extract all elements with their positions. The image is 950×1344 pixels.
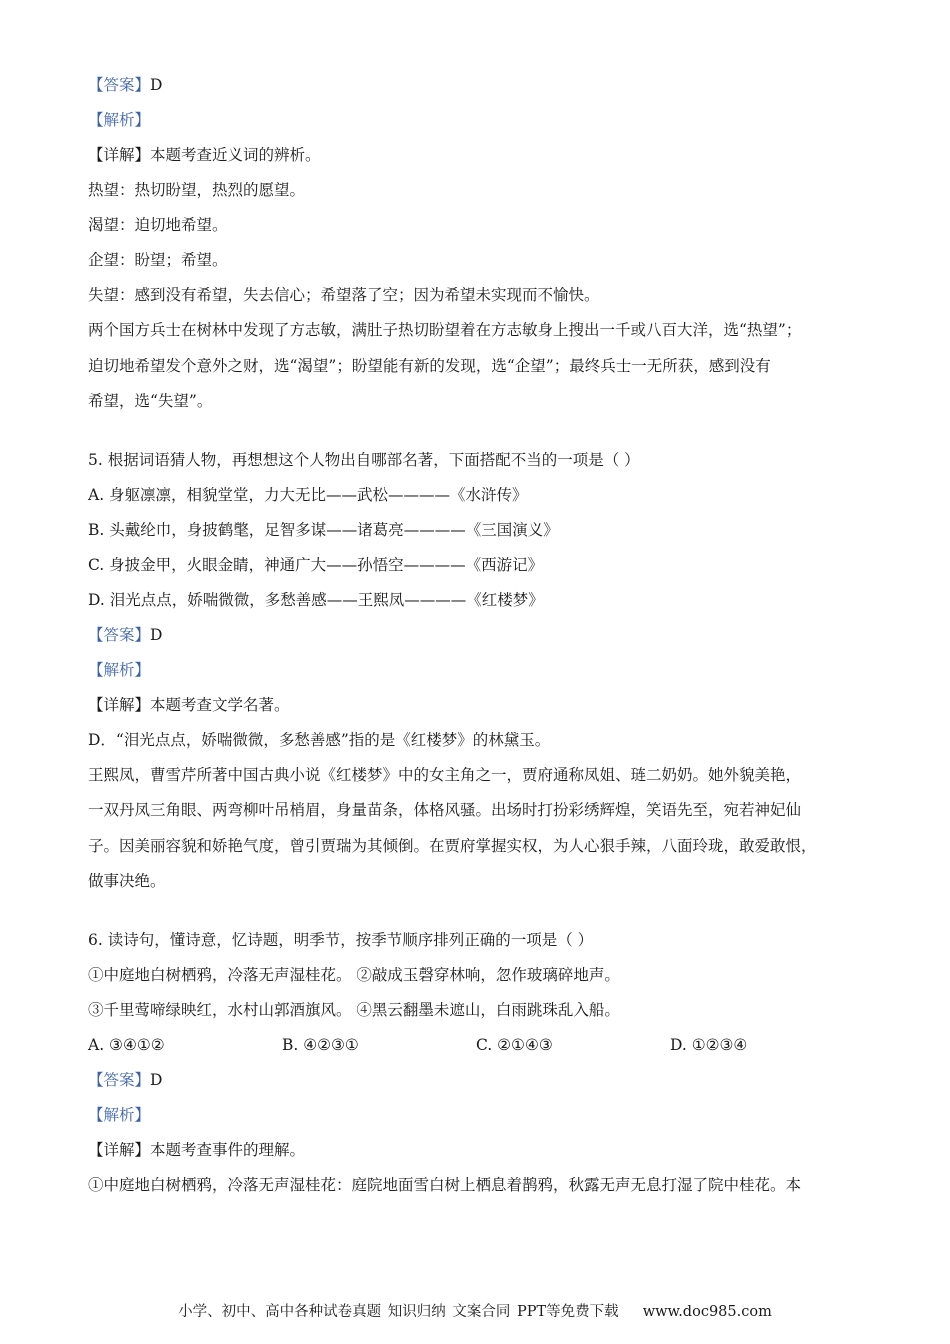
answer-tag: 【答案】 bbox=[88, 76, 151, 94]
answer-value: D bbox=[150, 1070, 163, 1089]
analysis-tag: 【解析】 bbox=[88, 660, 151, 679]
explanation-line: 王熙凤，曹雪芹所著中国古典小说《红楼梦》中的女主角之一，贾府通称凤姐、琏二奶奶。她外貌美艳， bbox=[88, 765, 802, 784]
section-gap bbox=[88, 900, 878, 923]
footer-site-link[interactable]: www.doc985.com bbox=[642, 1304, 772, 1320]
detail-line bbox=[88, 1133, 878, 1168]
answer-value: D bbox=[150, 76, 163, 94]
detail-text: 本题考查文学名著。 bbox=[150, 695, 290, 714]
analysis-line bbox=[88, 103, 878, 138]
explanation-line: 两个国方兵士在树林中发现了方志敏，满肚子热切盼望着在方志敏身上搜出一千或八百大洋，选“热望”； bbox=[88, 321, 802, 339]
explanation-line: 迫切地希望发个意外之财，选“渴望”；盼望能有新的发现，选“企望”；最终兵士一无所获，感到没有 bbox=[88, 356, 771, 375]
explanation-line: 做事决绝。 bbox=[88, 872, 166, 890]
question-stem: 5. 根据词语猜人物，再想想这个人物出自哪部名著，下面搭配不当的一项是（ ） bbox=[88, 450, 640, 469]
detail-tag: 【详解】 bbox=[88, 1140, 151, 1159]
analysis-tag: 【解析】 bbox=[88, 1105, 151, 1124]
detail-tag: 【详解】 bbox=[88, 695, 151, 714]
detail-text: 本题考查事件的理解。 bbox=[150, 1140, 306, 1159]
option-a: A. ③④①② bbox=[88, 1035, 165, 1054]
explanation-line: 失望：感到没有希望，失去信心；希望落了空；因为希望未实现而不愉快。 bbox=[88, 286, 600, 304]
detail-text: 本题考查近义词的辨析。 bbox=[150, 146, 321, 164]
detail-line bbox=[88, 688, 878, 723]
explanation-line: 企望：盼望；希望。 bbox=[88, 251, 228, 269]
answer-line bbox=[88, 618, 878, 653]
poem-line: ①中庭地白树栖鸦，冷落无声湿桂花。 ②敲成玉磬穿林响，忽作玻璃碎地声。 bbox=[88, 965, 620, 984]
document-page bbox=[88, 68, 878, 1203]
explanation-line: D．“泪光点点，娇喘微微，多愁善感”指的是《红楼梦》的林黛玉。 bbox=[88, 730, 551, 749]
detail-tag: 【详解】 bbox=[88, 146, 151, 164]
explanation-line: 热望：热切盼望，热烈的愿望。 bbox=[88, 181, 306, 199]
footer-text: 小学、初中、高中各种试卷真题 知识归纳 文案合同 PPT等免费下载 bbox=[178, 1304, 619, 1320]
detail-line bbox=[88, 138, 878, 173]
option-a: A. 身躯凛凛，相貌堂堂，力大无比——武松————《水浒传》 bbox=[88, 485, 528, 504]
explanation-line: 子。因美丽容貌和娇艳气度，曾引贾瑞为其倾倒。在贾府掌握实权，为人心狠手辣，八面玲珑，敢爱敢恨， bbox=[88, 836, 817, 855]
explanation-line: ①中庭地白树栖鸦，冷落无声湿桂花：庭院地面雪白树上栖息着鹊鸦，秋露无声无息打湿了院中桂花。本 bbox=[88, 1175, 802, 1194]
option-d: D. ①②③④ bbox=[670, 1035, 748, 1054]
option-c: C. ②①④③ bbox=[476, 1035, 553, 1054]
options-row bbox=[88, 1028, 878, 1063]
option-d: D. 泪光点点，娇喘微微，多愁善感——王熙凤————《红楼梦》 bbox=[88, 590, 544, 609]
section-gap bbox=[88, 420, 878, 443]
answer-line bbox=[88, 1063, 878, 1098]
page-footer bbox=[0, 1300, 950, 1321]
answer-tag: 【答案】 bbox=[88, 625, 151, 644]
question-stem: 6. 读诗句，懂诗意，忆诗题，明季节，按季节顺序排列正确的一项是（ ） bbox=[88, 930, 594, 949]
answer-tag: 【答案】 bbox=[88, 1070, 151, 1089]
answer-line bbox=[88, 68, 878, 103]
explanation-line: 希望，选“失望”。 bbox=[88, 392, 213, 410]
answer-value: D bbox=[150, 625, 163, 644]
poem-line: ③千里莺啼绿映红，水村山郭酒旗风。 ④黑云翻墨未遮山，白雨跳珠乱入船。 bbox=[88, 1000, 620, 1019]
option-b: B. 头戴纶巾，身披鹤氅，足智多谋——诸葛亮————《三国演义》 bbox=[88, 520, 559, 539]
option-c: C. 身披金甲，火眼金睛，神通广大——孙悟空————《西游记》 bbox=[88, 555, 544, 574]
analysis-tag: 【解析】 bbox=[88, 111, 151, 129]
explanation-line: 一双丹凤三角眼、两弯柳叶吊梢眉，身量苗条，体格风骚。出场时打扮彩绣辉煌，笑语先至，宛若神妃仙 bbox=[88, 801, 802, 819]
option-b: B. ④②③① bbox=[282, 1035, 359, 1054]
analysis-line bbox=[88, 1098, 878, 1133]
analysis-line bbox=[88, 653, 878, 688]
explanation-line: 渴望：迫切地希望。 bbox=[88, 216, 228, 234]
